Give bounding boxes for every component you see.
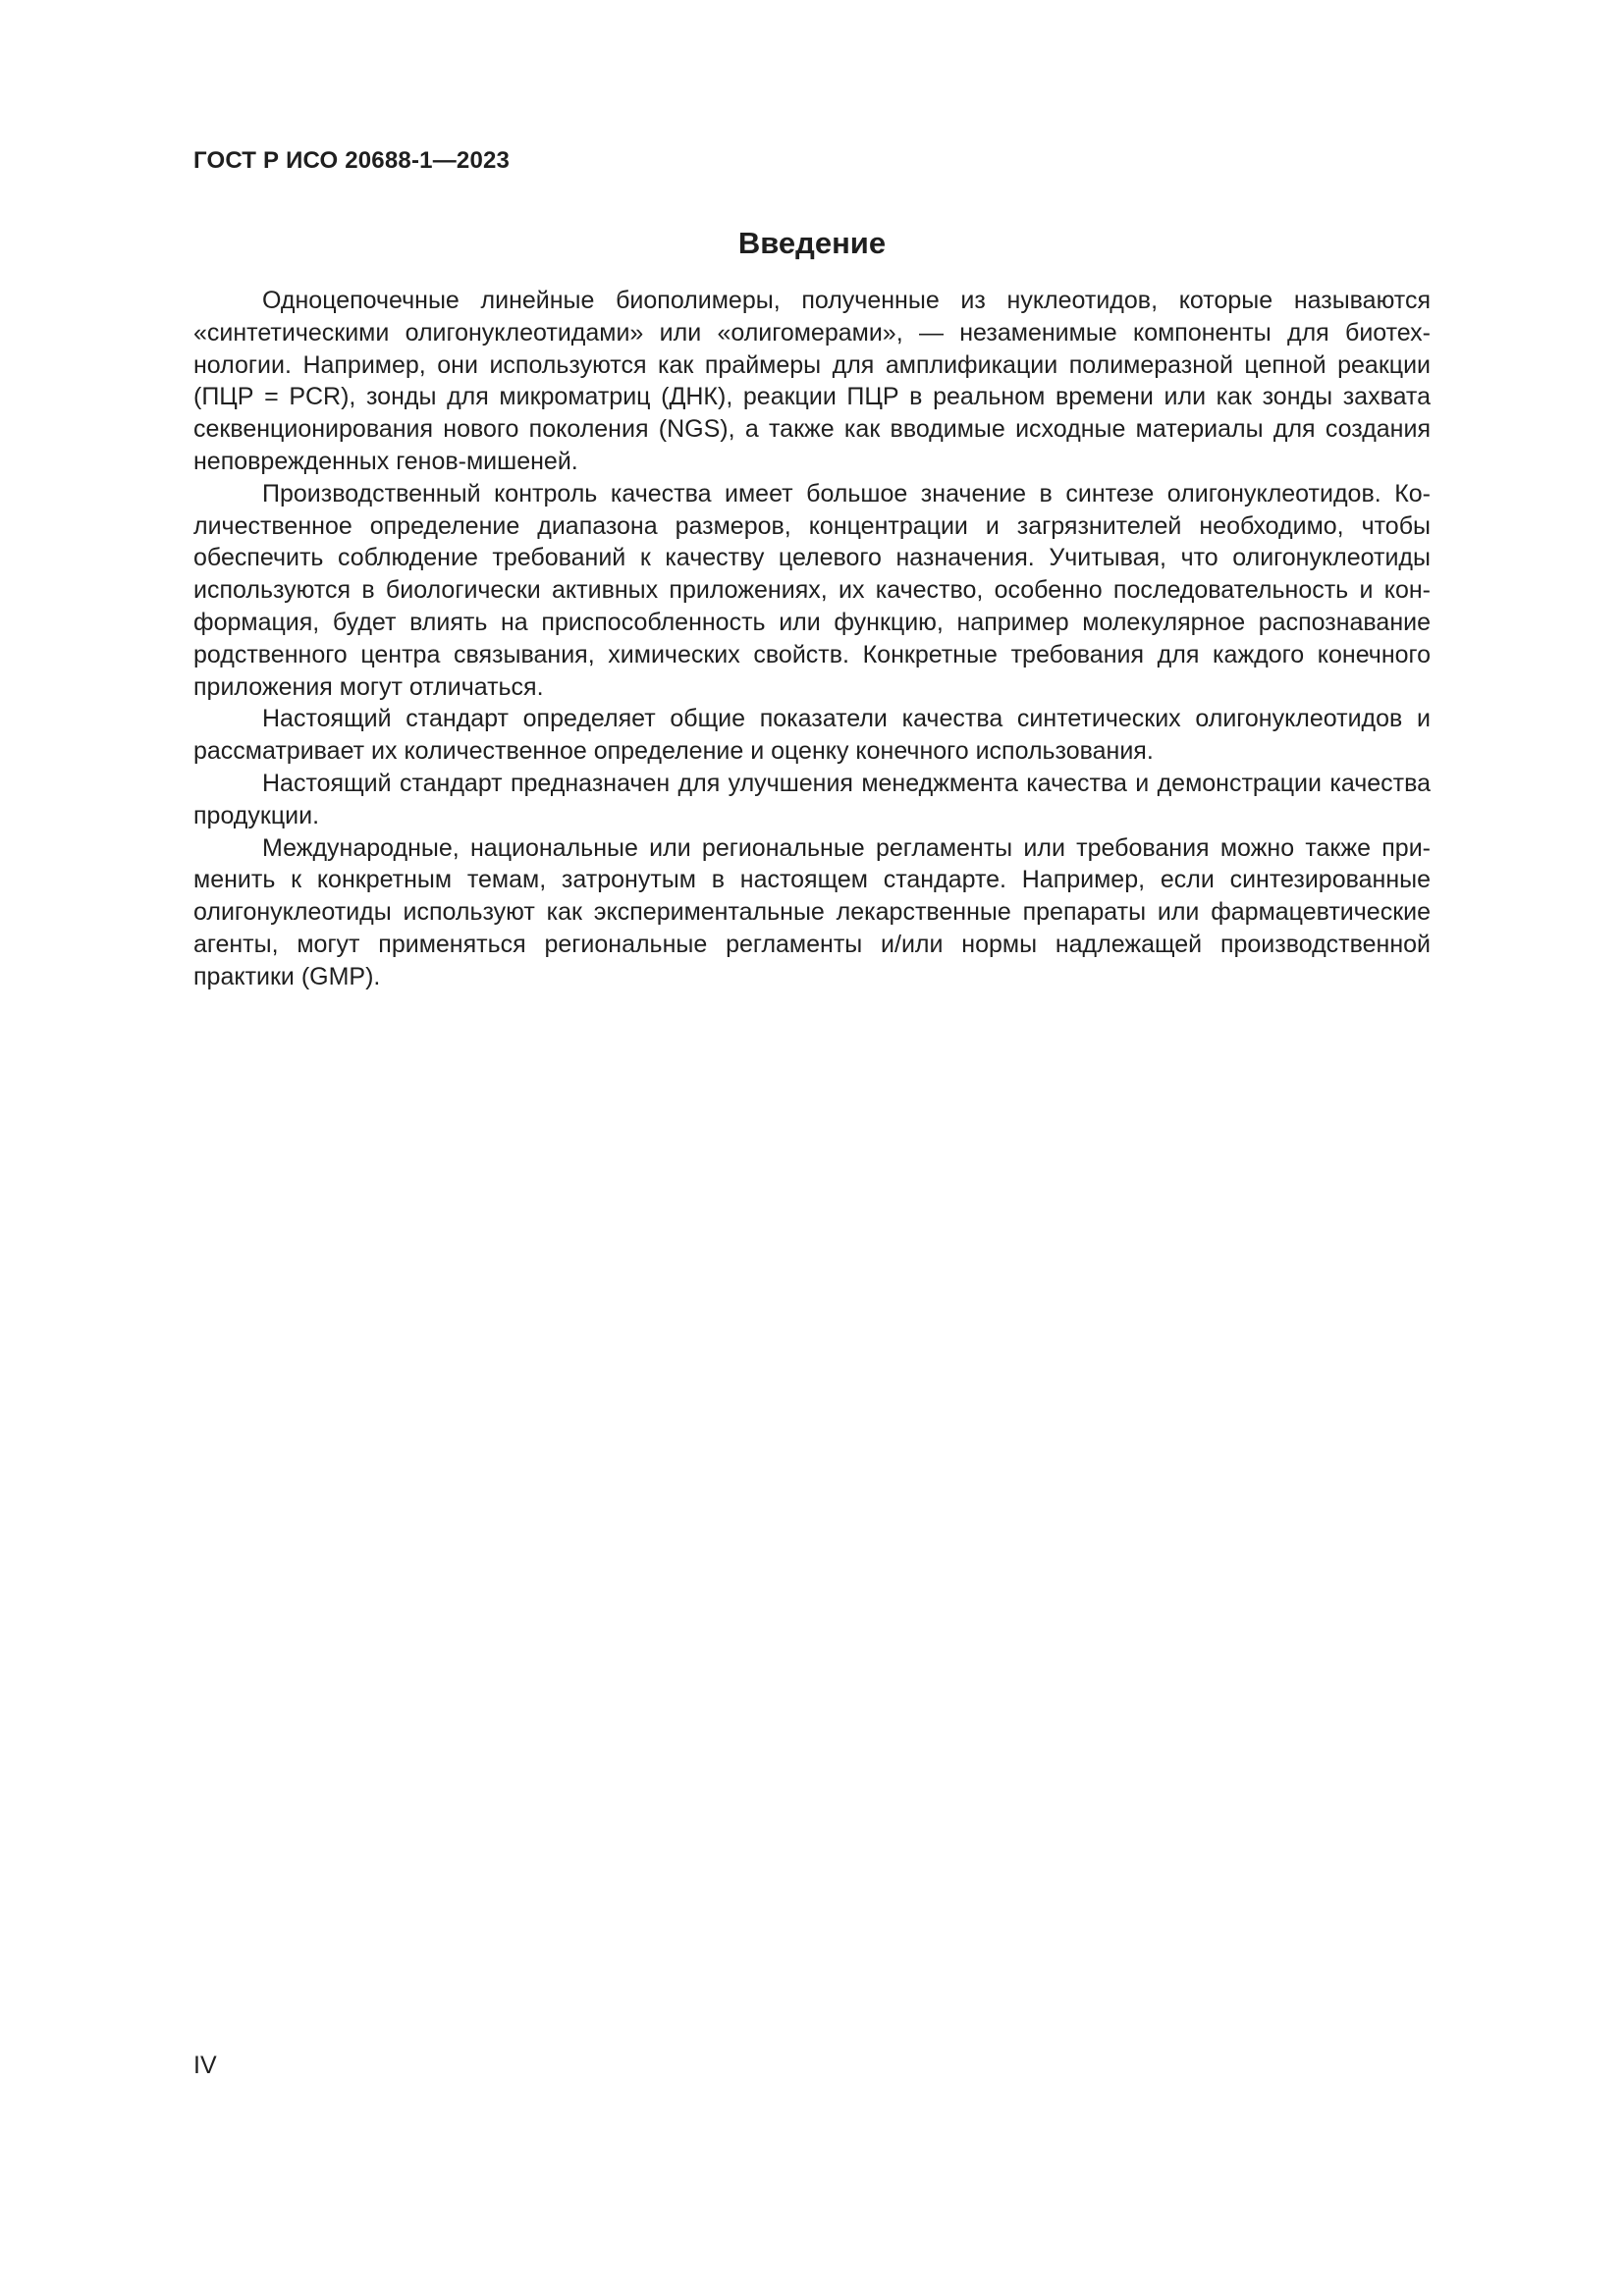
paragraph: Настоящий стандарт предназначен для улучшения менеджмента качества и демонстрации качества продукции. (193, 769, 1431, 829)
paragraph: Одноцепочечные линейные биополимеры, полученные из нуклеотидов, которые называются «синтетическими олигонуклеотидами» или «олигомерами», — незаменимые компоненты для биотехнологии. Например, они используются как праймеры для амплификации полимеразной цепной реакции (ПЦР = PCR), зонды для микроматриц (ДНК), реакции ПЦР в реальном времени или как зонды захвата секвенционирования нового поколения (NGS), а также как вводимые исходные материалы для создания неповрежденных генов-мишеней. (193, 287, 1431, 475)
paragraph: Международные, национальные или региональные регламенты или требования можно также применить к конкретным темам, затронутым в настоящем стандарте. Например, если синтезированные олигонуклеотиды используют как экспериментальные лекарственные препараты или фармацевтические агенты, могут применяться региональные регламенты и/или нормы надлежащей производственной практики (GMP). (193, 833, 1431, 990)
introduction-body (193, 285, 1431, 993)
standard-code-header: ГОСТ Р ИСО 20688-1—2023 (193, 147, 511, 174)
paragraph: Производственный контроль качества имеет большое значение в синтезе олигонуклеотидов. Количественное определение диапазона размеров, концентрации и загрязнителей необходимо, чтобы обеспечить соблюдение требований к качеству целевого назначения. Учитывая, что олигонуклеотиды используются в биологически активных приложениях, их качество, особенно последовательность и конформация, будет влиять на приспособленность или функцию, например молекулярное распознавание родственного центра связывания, химических свойств. Конкретные требования для каждого конечного приложения могут отличаться. (193, 479, 1431, 701)
paragraph: Настоящий стандарт определяет общие показатели качества синтетических олигонуклеотидов и рассматривает их количественное определение и оценку конечного использования. (193, 705, 1431, 766)
page-number: IV (193, 2052, 217, 2079)
section-title: Введение (737, 226, 887, 260)
